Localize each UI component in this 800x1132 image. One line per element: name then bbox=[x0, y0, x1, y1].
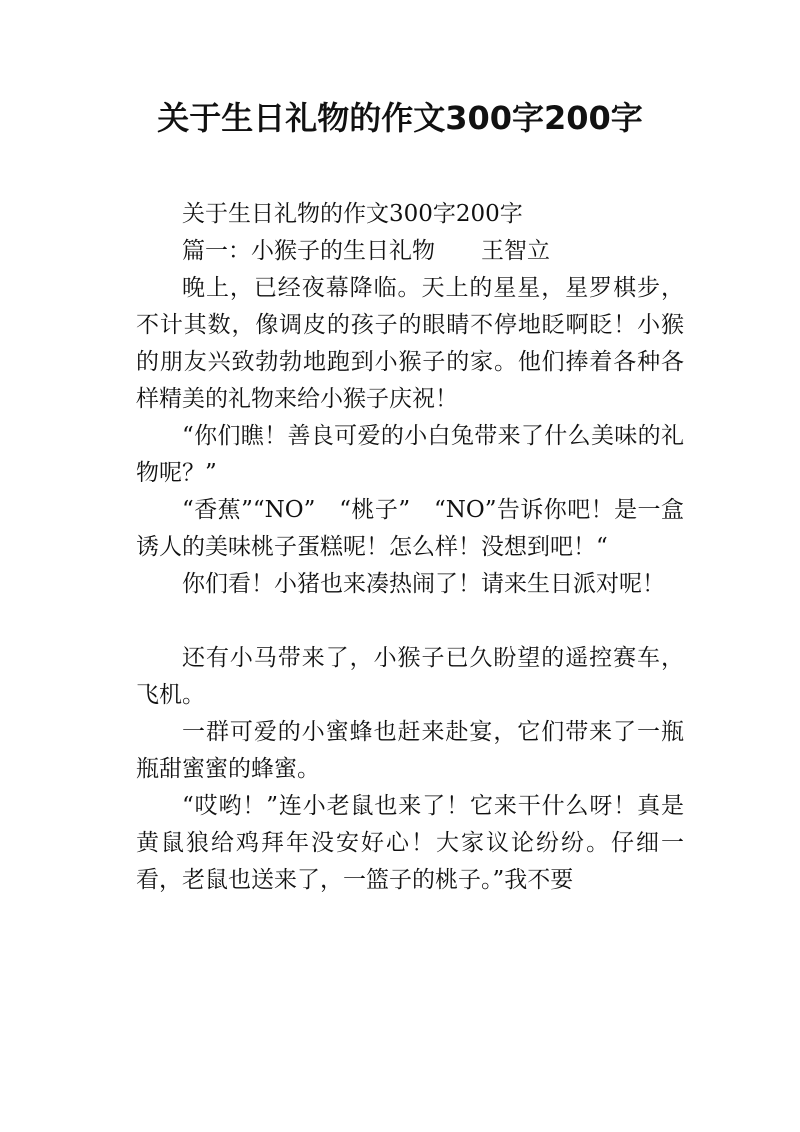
paragraph: 篇一：小猴子的生日礼物 王智立 bbox=[182, 238, 550, 264]
paragraph: 关于生日礼物的作文300字200字 bbox=[182, 201, 523, 227]
document-title: 关于生日礼物的作文300字200字 bbox=[157, 99, 643, 137]
paragraph: “你们瞧！善良可爱的小白兔带来了什么美味的礼物呢？” bbox=[136, 423, 684, 486]
paragraph: 一群可爱的小蜜蜂也赶来赴宴，它们带来了一瓶瓶甜蜜蜜的蜂蜜。 bbox=[136, 719, 684, 782]
paragraph: 你们看！小猪也来凑热闹了！请来生日派对呢！ bbox=[182, 571, 665, 597]
paragraph: 晚上，已经夜幕降临。天上的星星，星罗棋步，不计其数，像调皮的孩子的眼睛不停地眨啊眨！小猴的朋友兴致勃勃地跑到小猴子的家。他们捧着各种各样精美的礼物来给小猴子庆祝！ bbox=[136, 275, 684, 412]
paragraph: 还有小马带来了，小猴子已久盼望的遥控赛车，飞机。 bbox=[136, 645, 684, 708]
document-body bbox=[136, 196, 684, 899]
paragraph: “香蕉”“NO” “桃子” “NO”告诉你吧！是一盒诱人的美味桃子蛋糕呢！怎么样！没想到吧！“ bbox=[136, 497, 684, 560]
blank-paragraph bbox=[136, 603, 684, 640]
paragraph: “哎哟！”连小老鼠也来了！它来干什么呀！真是黄鼠狼给鸡拜年没安好心！大家议论纷纷。仔细一看，老鼠也送来了，一篮子的桃子。”我不要 bbox=[136, 793, 684, 893]
